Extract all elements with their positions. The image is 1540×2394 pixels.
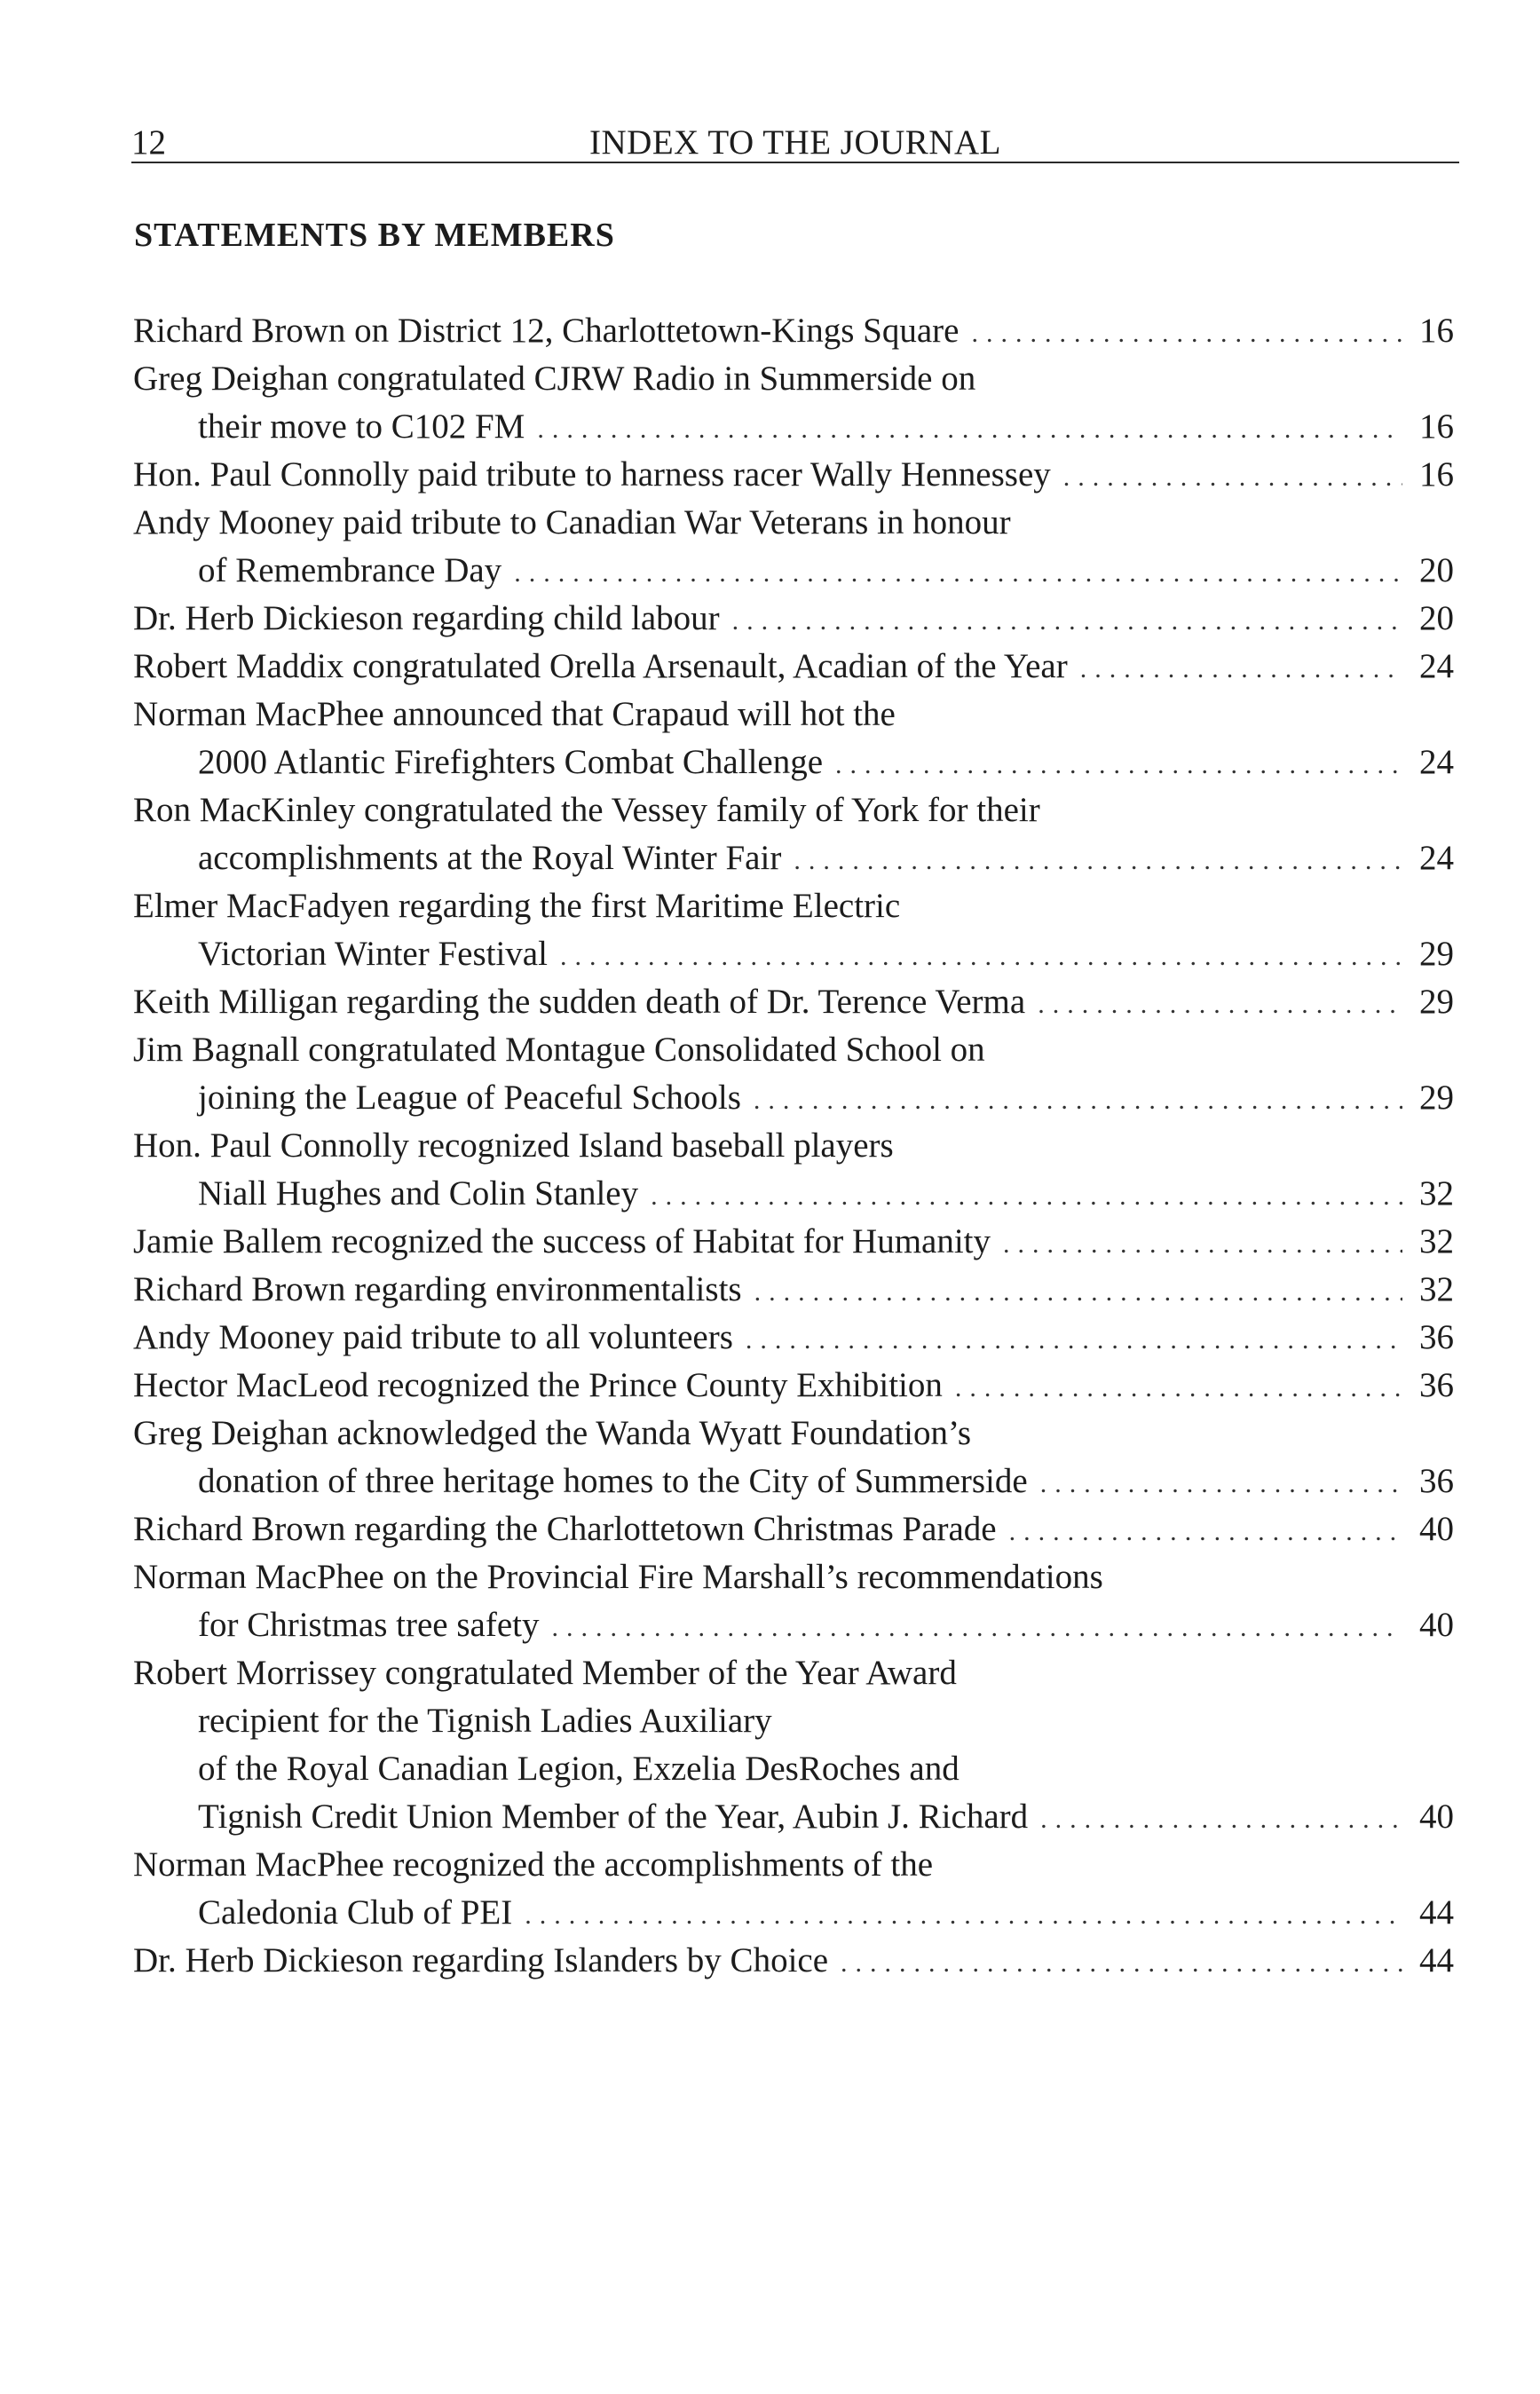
index-entry: [133, 1649, 1454, 1841]
entry-text-line: [133, 882, 1454, 930]
page-reference: 44: [1419, 1941, 1454, 1979]
entry-continuation-line: [133, 403, 1454, 451]
entry-text: Hector MacLeod recognized the Prince County Exhibition: [133, 1366, 943, 1404]
index-entry: [133, 978, 1454, 1026]
dot-leader: [955, 1364, 1402, 1410]
entry-text: Dr. Herb Dickieson regarding child labour: [133, 599, 720, 637]
index-entry: [133, 643, 1454, 691]
entry-text-line: [133, 1122, 1454, 1170]
index-entry: [133, 499, 1454, 595]
entry-text: Elmer MacFadyen regarding the first Maritime Electric: [133, 887, 901, 925]
entry-text-line: [133, 307, 1454, 355]
dot-leader: [525, 1892, 1402, 1937]
entry-text-line: [133, 1505, 1454, 1553]
entry-text-line: [133, 786, 1454, 834]
dot-leader: [754, 1077, 1402, 1122]
entry-text-line: [133, 1314, 1454, 1362]
page-header: [131, 117, 1459, 163]
index-entry: [133, 355, 1454, 451]
entry-text: Richard Brown regarding environmentalists: [133, 1270, 742, 1308]
entry-continuation-line: [133, 834, 1454, 882]
index-entry: [133, 1314, 1454, 1362]
entry-text: Jim Bagnall congratulated Montague Consolidated School on: [133, 1031, 985, 1069]
dot-leader: [1009, 1508, 1402, 1553]
index-entry: [133, 307, 1454, 355]
entry-text-line: [133, 1649, 1454, 1697]
dot-leader: [651, 1173, 1402, 1218]
page-reference: 40: [1419, 1606, 1454, 1644]
page-reference: 20: [1419, 551, 1454, 589]
entry-text: Hon. Paul Connolly recognized Island baseball players: [133, 1126, 894, 1165]
index-entry: [133, 595, 1454, 643]
index-entry: [133, 691, 1454, 786]
entry-text-line: [133, 1362, 1454, 1410]
entry-text: Niall Hughes and Colin Stanley: [198, 1174, 639, 1213]
entry-text: Greg Deighan acknowledged the Wanda Wyatt Foundation’s: [133, 1414, 971, 1452]
entry-text: Ron MacKinley congratulated the Vessey family of York for their: [133, 791, 1040, 829]
dot-leader: [841, 1940, 1402, 1985]
entry-text: recipient for the Tignish Ladies Auxiliary: [198, 1702, 772, 1740]
entry-text: Dr. Herb Dickieson regarding Islanders by Choice: [133, 1941, 829, 1979]
index-entry: [133, 1026, 1454, 1122]
entry-continuation-line: [133, 739, 1454, 786]
entry-text: Norman MacPhee on the Provincial Fire Marshall’s recommendations: [133, 1558, 1103, 1596]
entry-text-line: [133, 1553, 1454, 1601]
page-reference: 20: [1419, 599, 1454, 637]
entry-text: Robert Maddix congratulated Orella Arsenault, Acadian of the Year: [133, 647, 1068, 685]
entry-text-line: [133, 355, 1454, 403]
entry-text: Richard Brown on District 12, Charlottetown-Kings Square: [133, 312, 960, 350]
page-reference: 44: [1419, 1893, 1454, 1932]
index-entry: [133, 786, 1454, 882]
dot-leader: [794, 837, 1402, 882]
entry-continuation-line: [133, 1458, 1454, 1505]
index-entry-list: [133, 307, 1454, 1985]
index-entry: [133, 1122, 1454, 1218]
entry-text: Andy Mooney paid tribute to Canadian War Veterans in honour: [133, 503, 1011, 541]
dot-leader: [1040, 1460, 1402, 1505]
entry-continuation-line: [133, 1697, 1454, 1745]
entry-text: Greg Deighan congratulated CJRW Radio in Summerside on: [133, 359, 976, 398]
entry-text: of Remembrance Day: [198, 551, 502, 589]
dot-leader: [551, 1604, 1402, 1649]
page-reference: 36: [1419, 1366, 1454, 1404]
entry-text-line: [133, 595, 1454, 643]
entry-text: Richard Brown regarding the Charlottetown Christmas Parade: [133, 1510, 997, 1548]
page-reference: 16: [1419, 407, 1454, 446]
page-reference: 40: [1419, 1797, 1454, 1836]
entry-text-line: [133, 1218, 1454, 1266]
dot-leader: [971, 310, 1402, 355]
index-entry: [133, 1218, 1454, 1266]
page-reference: 36: [1419, 1318, 1454, 1356]
entry-continuation-line: [133, 1889, 1454, 1937]
entry-text: Keith Milligan regarding the sudden death of Dr. Terence Verma: [133, 983, 1026, 1021]
page-reference: 29: [1419, 1078, 1454, 1117]
page-number: 12: [131, 123, 166, 162]
entry-text: Victorian Winter Festival: [198, 935, 548, 973]
dot-leader: [1063, 454, 1402, 499]
page-reference: 32: [1419, 1222, 1454, 1260]
page-reference: 24: [1419, 743, 1454, 781]
page-reference: 36: [1419, 1462, 1454, 1500]
page-reference: 16: [1419, 455, 1454, 494]
dot-leader: [560, 933, 1402, 978]
index-entry: [133, 1362, 1454, 1410]
entry-continuation-line: [133, 1170, 1454, 1218]
page-reference: 16: [1419, 312, 1454, 350]
entry-continuation-line: [133, 1745, 1454, 1793]
dot-leader: [1038, 981, 1402, 1026]
index-entry: [133, 1505, 1454, 1553]
index-entry: [133, 1553, 1454, 1649]
running-head: INDEX TO THE JOURNAL: [589, 123, 1001, 162]
entry-text: their move to C102 FM: [198, 407, 525, 446]
section-heading: STATEMENTS BY MEMBERS: [134, 217, 615, 254]
entry-text-line: [133, 1266, 1454, 1314]
dot-leader: [754, 1268, 1402, 1314]
dot-leader: [514, 549, 1402, 595]
page-reference: 29: [1419, 983, 1454, 1021]
index-entry: [133, 1841, 1454, 1937]
entry-text-line: [133, 1937, 1454, 1985]
entry-text: 2000 Atlantic Firefighters Combat Challenge: [198, 743, 824, 781]
entry-continuation-line: [133, 547, 1454, 595]
dot-leader: [1003, 1221, 1402, 1266]
entry-text-line: [133, 1841, 1454, 1889]
entry-text: of the Royal Canadian Legion, Exzelia DesRoches and: [198, 1750, 960, 1788]
entry-text: Norman MacPhee recognized the accomplishments of the: [133, 1845, 934, 1884]
entry-text-line: [133, 643, 1454, 691]
entry-text: Caledonia Club of PEI: [198, 1893, 513, 1932]
entry-text: donation of three heritage homes to the City of Summerside: [198, 1462, 1028, 1500]
index-entry: [133, 1266, 1454, 1314]
entry-continuation-line: [133, 1601, 1454, 1649]
entry-text-line: [133, 499, 1454, 547]
entry-continuation-line: [133, 1793, 1454, 1841]
entry-text-line: [133, 1410, 1454, 1458]
page-reference: 32: [1419, 1270, 1454, 1308]
entry-text-line: [133, 691, 1454, 739]
dot-leader: [835, 741, 1402, 786]
entry-continuation-line: [133, 930, 1454, 978]
page-reference: 24: [1419, 839, 1454, 877]
dot-leader: [537, 406, 1402, 451]
entry-text: Andy Mooney paid tribute to all volunteers: [133, 1318, 733, 1356]
entry-text: Hon. Paul Connolly paid tribute to harness racer Wally Hennessey: [133, 455, 1051, 494]
page-reference: 32: [1419, 1174, 1454, 1213]
entry-text-line: [133, 978, 1454, 1026]
dot-leader: [746, 1316, 1402, 1362]
dot-leader: [1040, 1796, 1402, 1841]
entry-text-line: [133, 451, 1454, 499]
entry-text: Jamie Ballem recognized the success of Habitat for Humanity: [133, 1222, 991, 1260]
page-reference: 29: [1419, 935, 1454, 973]
entry-text-line: [133, 1026, 1454, 1074]
entry-text: Tignish Credit Union Member of the Year, Aubin J. Richard: [198, 1797, 1029, 1836]
index-entry: [133, 882, 1454, 978]
dot-leader: [1080, 645, 1402, 691]
page-reference: 40: [1419, 1510, 1454, 1548]
entry-text: accomplishments at the Royal Winter Fair: [198, 839, 782, 877]
index-entry: [133, 1410, 1454, 1505]
index-entry: [133, 1937, 1454, 1985]
page-reference: 24: [1419, 647, 1454, 685]
entry-text: Norman MacPhee announced that Crapaud will hot the: [133, 695, 896, 733]
dot-leader: [732, 597, 1402, 643]
entry-text: Robert Morrissey congratulated Member of the Year Award: [133, 1654, 957, 1692]
entry-text: for Christmas tree safety: [198, 1606, 540, 1644]
entry-text: joining the League of Peaceful Schools: [198, 1078, 741, 1117]
index-entry: [133, 451, 1454, 499]
entry-continuation-line: [133, 1074, 1454, 1122]
